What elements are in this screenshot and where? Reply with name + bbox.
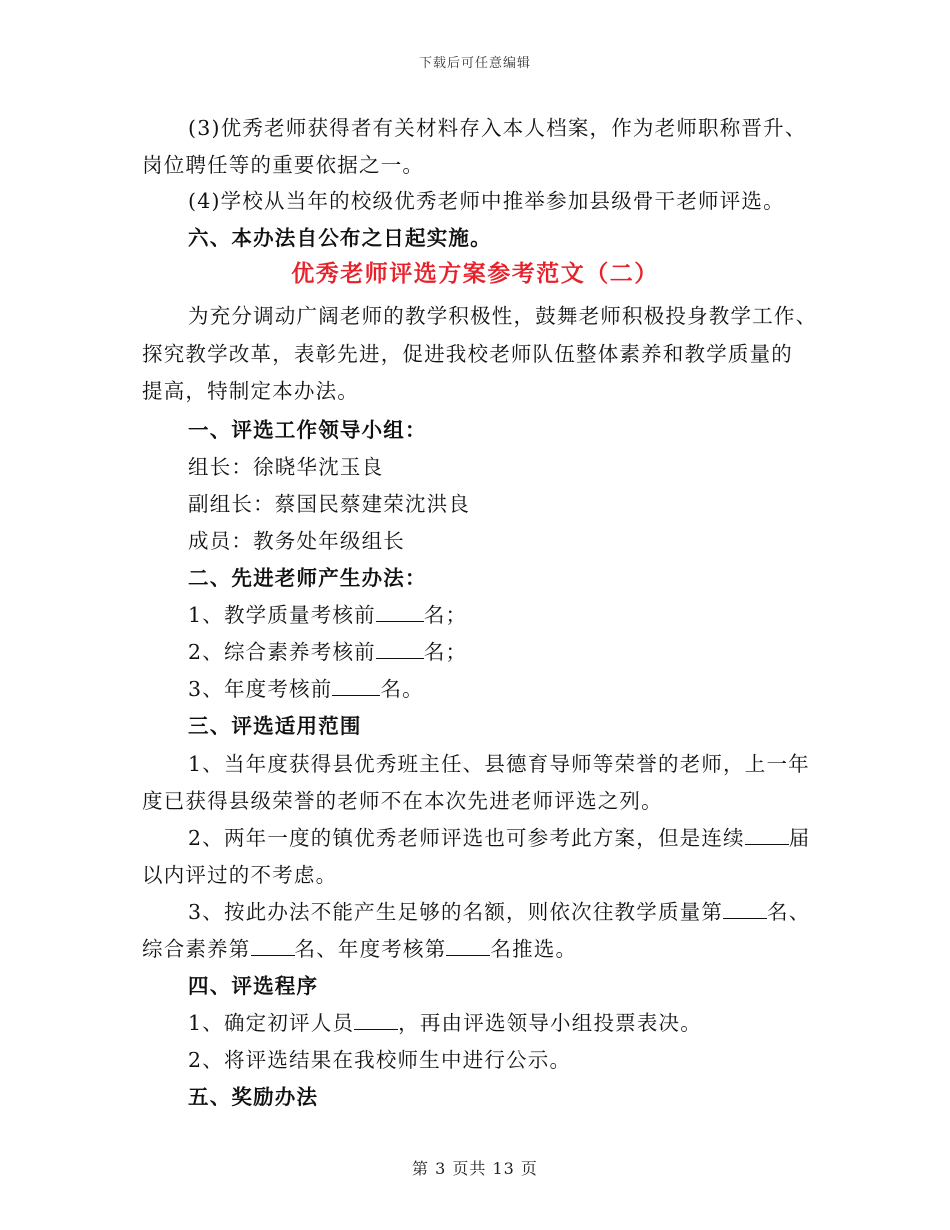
intro-line-1: 为充分调动广阔老师的教学积极性，鼓舞老师积极投身教学工作、 xyxy=(188,304,818,328)
section-6-heading: 六、本办法自公布之日起实施。 xyxy=(188,226,492,250)
procedure-item-1-text: 1、确定初评人员 xyxy=(188,1011,355,1035)
scope-item-3-text: 3、按此办法不能产生足够的名额，则依次往教学质量第 xyxy=(188,900,724,924)
document-title: 优秀老师评选方案参考范文（二） xyxy=(291,260,659,287)
vice-leader-line: 副组长：蔡国民蔡建荣沈洪良 xyxy=(188,492,471,516)
intro-line-3: 提高，特制定本办法。 xyxy=(142,379,359,403)
section-2-heading: 二、先进老师产生办法： xyxy=(188,566,427,590)
fill-in-blank xyxy=(251,937,295,956)
section-3-heading: 三、评选适用范围 xyxy=(188,714,362,738)
scope-item-2-text: 2、两年一度的镇优秀老师评选也可参考此方案，但是连续 xyxy=(188,826,745,850)
paragraph-4: (4)学校从当年的校级优秀老师中推举参加县级骨干老师评选。 xyxy=(188,189,785,213)
section-1-heading: 一、评选工作领导小组： xyxy=(188,418,427,442)
section-4-heading: 四、评选程序 xyxy=(188,974,319,998)
method-item-2-suffix: 名； xyxy=(423,640,468,664)
method-item-2-text: 2、综合素养考核前 xyxy=(188,640,376,664)
scope-item-3-part-3: 名推选。 xyxy=(490,937,578,961)
fill-in-blank xyxy=(376,640,424,659)
paragraph-3-line-2: 岗位聘任等的重要依据之一。 xyxy=(142,153,425,177)
scope-item-3-line-1 xyxy=(188,897,822,927)
method-item-1 xyxy=(188,600,822,630)
scope-item-3-suffix: 名、 xyxy=(767,900,811,924)
page-number: 第 3 页共 13 页 xyxy=(412,1159,538,1178)
paragraph-3-line-1: (3)优秀老师获得者有关材料存入本人档案，作为老师职称晋升、 xyxy=(188,116,807,140)
method-item-1-text: 1、教学质量考核前 xyxy=(188,603,376,627)
scope-item-3-part-1: 综合素养第 xyxy=(142,937,251,961)
method-item-1-suffix: 名； xyxy=(423,603,468,627)
procedure-item-2: 2、将评选结果在我校师生中进行公示。 xyxy=(188,1048,572,1072)
scope-item-2-line-1 xyxy=(188,823,822,853)
fill-in-blank xyxy=(745,826,789,845)
scope-item-2-suffix: 届 xyxy=(788,826,811,850)
procedure-item-1 xyxy=(188,1008,822,1038)
scope-item-3-part-2: 名、年度考核第 xyxy=(294,937,447,961)
members-line: 成员：教务处年级组长 xyxy=(188,529,405,553)
scope-item-2-line-2: 以内评过的不考虑。 xyxy=(142,863,338,887)
fill-in-blank xyxy=(332,677,380,696)
fill-in-blank xyxy=(446,937,490,956)
method-item-3 xyxy=(188,674,822,704)
scope-item-1-line-1: 1、当年度获得县优秀班主任、县德育导师等荣誉的老师，上一年 xyxy=(188,752,810,776)
method-item-3-text: 3、年度考核前 xyxy=(188,677,333,701)
method-item-2 xyxy=(188,637,822,667)
fill-in-blank xyxy=(376,603,424,622)
method-item-3-suffix: 名。 xyxy=(380,677,424,701)
scope-item-1-line-2: 度已获得县级荣誉的老师不在本次先进老师评选之列。 xyxy=(142,789,663,813)
fill-in-blank xyxy=(354,1011,398,1030)
scope-item-3-line-2 xyxy=(142,934,822,964)
page-header-note: 下载后可任意编辑 xyxy=(418,56,531,71)
procedure-item-1-suffix: ，再由评选领导小组投票表决。 xyxy=(398,1011,702,1035)
intro-line-2: 探究教学改革，表彰先进，促进我校老师队伍整体素养和教学质量的 xyxy=(142,342,793,366)
section-5-heading: 五、奖励办法 xyxy=(188,1085,319,1109)
leader-line: 组长：徐晓华沈玉良 xyxy=(188,455,384,479)
fill-in-blank xyxy=(723,900,767,919)
